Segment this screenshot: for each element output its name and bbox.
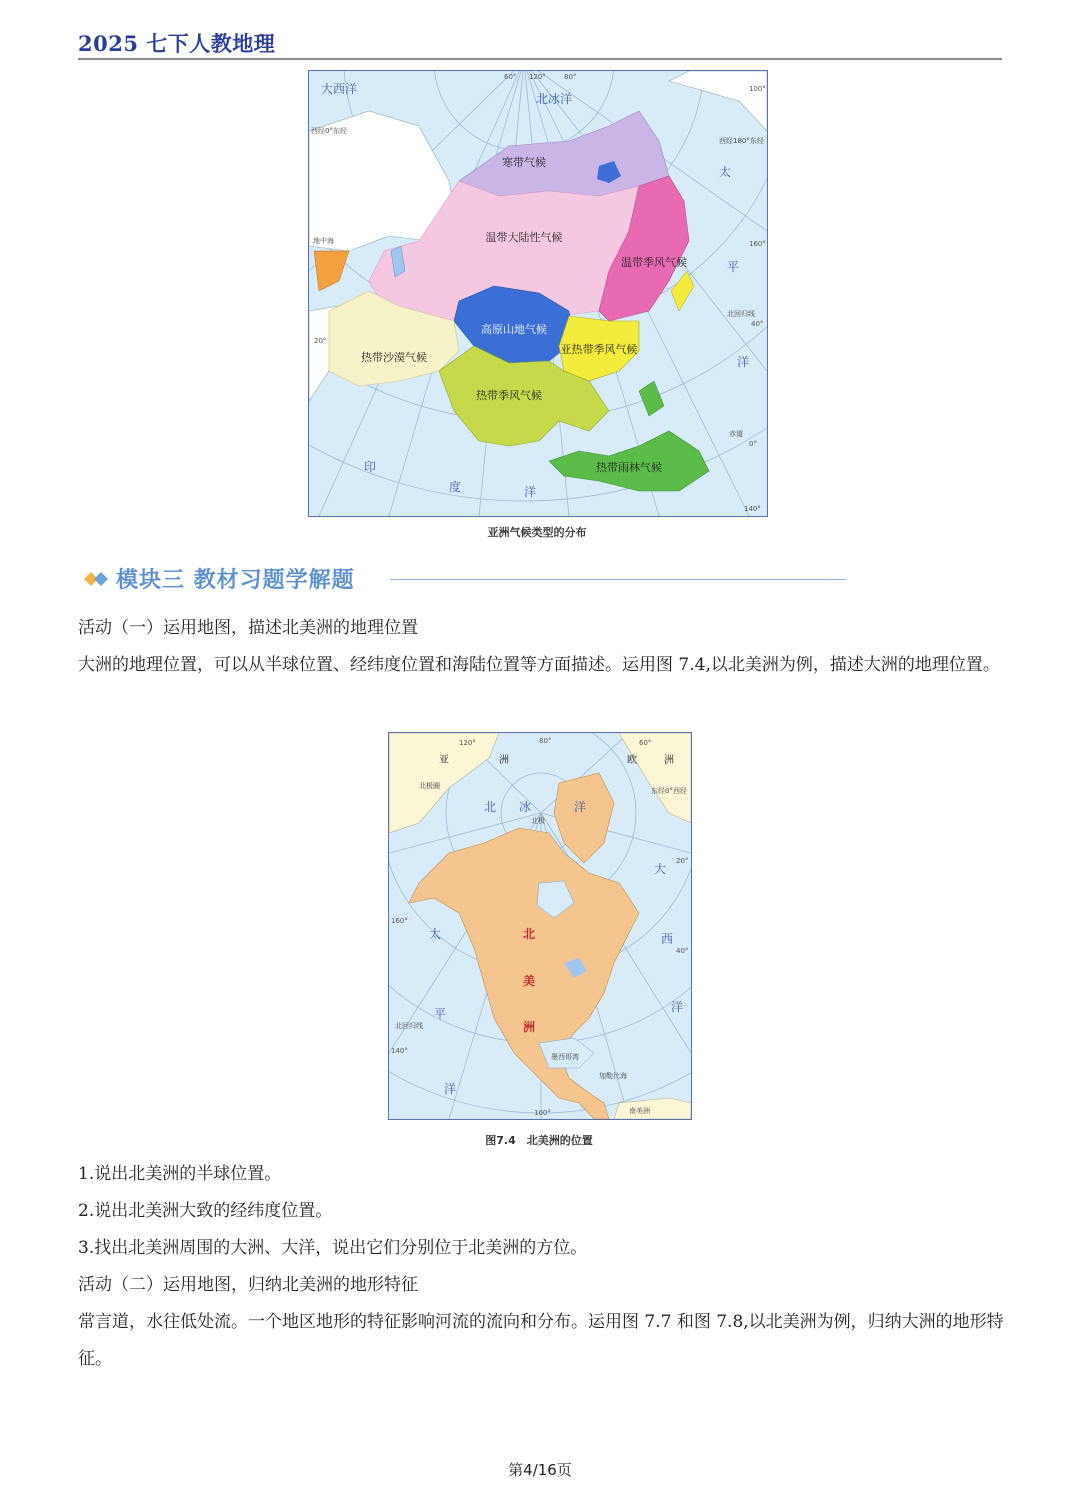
label-arctic-circle: 北极圈: [419, 782, 440, 790]
na-deg-160: 160°: [391, 917, 408, 925]
label-tropical-monsoon: 热带季风气候: [476, 389, 542, 402]
label-asia-1: 亚: [439, 755, 449, 766]
label-pacific-2: 平: [727, 260, 740, 274]
label-gulf-mexico: 墨西哥湾: [551, 1053, 579, 1061]
deg-140: 140°: [744, 505, 761, 513]
module-heading: [82, 562, 772, 598]
label-temperate-continental: 温带大陆性气候: [485, 231, 563, 244]
label-indian-2: 度: [449, 480, 462, 494]
label-tropic: 北回归线: [727, 310, 755, 318]
label-na-2: 美: [522, 974, 536, 988]
na-deg-60: 60°: [639, 739, 652, 747]
north-america-map: [388, 732, 692, 1120]
label-meridian-180: 西经180°东经: [719, 137, 764, 145]
label-caribbean: 加勒比海: [599, 1072, 627, 1080]
label-meridian: 东经0°西经: [651, 787, 687, 795]
module-rule: [390, 579, 846, 580]
label-indian-3: 洋: [524, 485, 537, 499]
label-equator: 赤道: [729, 430, 743, 438]
na-deg-100: 100°: [534, 1109, 551, 1117]
label-mediterranean: 地中海: [313, 237, 334, 245]
label-arctic-1: 北: [484, 800, 497, 814]
label-pacific-3: 洋: [444, 1082, 457, 1096]
question-1: 1.说出北美洲的半球位置。: [78, 1164, 282, 1184]
na-map-svg: [389, 733, 691, 1119]
asia-climate-map: [308, 70, 768, 517]
label-plateau: 高原山地气候: [481, 323, 547, 336]
asia-map-svg: [309, 71, 767, 516]
deg-80: 80°: [564, 73, 577, 81]
label-atlantic: 大西洋: [320, 82, 358, 96]
label-south-america: 南美洲: [629, 1107, 650, 1115]
na-deg-140: 140°: [391, 1047, 408, 1055]
label-pacific-3: 洋: [737, 355, 750, 369]
activity2-heading: 活动（二）运用地图，归纳北美洲的地形特征: [78, 1275, 418, 1295]
module-title: 模块三 教材习题学解题: [116, 568, 355, 593]
polar-climate-zone: [459, 111, 669, 196]
label-arctic: 北冰洋: [535, 92, 573, 106]
page-header: [78, 26, 1002, 60]
question-2: 2.说出北美洲大致的经纬度位置。: [78, 1201, 333, 1221]
label-asia-2: 洲: [499, 755, 509, 766]
label-atlantic-3: 洋: [671, 1000, 684, 1014]
na-deg-120-top: 120°: [459, 739, 476, 747]
label-arctic-2: 冰: [519, 800, 532, 814]
label-subtropical-monsoon: 亚热带季风气候: [560, 343, 638, 356]
label-na-1: 北: [522, 927, 536, 941]
na-deg-80: 80°: [539, 737, 552, 745]
page-number: 第4/16页: [508, 1461, 572, 1479]
question-3: 3.找出北美洲周围的大洲、大洋，说出它们分别位于北美洲的方位。: [78, 1238, 588, 1258]
deg-120: 120°: [529, 73, 546, 81]
label-europe-1: 欧: [627, 755, 637, 766]
label-atlantic-1: 大: [654, 862, 667, 876]
label-tropical-rainforest: 热带雨林气候: [596, 461, 662, 474]
deg-0: 0°: [749, 440, 757, 448]
activity1-text: 大洲的地理位置，可以从半球位置、经纬度位置和海陆位置等方面描述。运用图 7.4,以北美洲为例，描述大洲的地理位置。: [78, 655, 1000, 675]
deg-20: 20°: [314, 337, 327, 345]
label-pacific-1: 太: [429, 927, 442, 941]
label-indian-1: 印: [364, 460, 377, 474]
asia-map-caption: 亚洲气候类型的分布: [487, 526, 587, 539]
label-polar: 寒带气候: [502, 156, 546, 169]
deg-40: 40°: [751, 320, 764, 328]
label-europe-2: 洲: [664, 755, 674, 766]
na-map-caption: 图7.4 北美洲的位置: [485, 1134, 593, 1147]
label-arctic-3: 洋: [574, 800, 587, 814]
label-temperate-monsoon: 温带季风气候: [621, 256, 687, 269]
label-tropical-desert: 热带沙漠气候: [361, 351, 427, 364]
deg-160: 160°: [749, 240, 766, 248]
label-north-pole: 北极: [531, 817, 545, 825]
na-deg-40: 40°: [676, 947, 689, 955]
activity1-heading: 活动（一）运用地图，描述北美洲的地理位置: [78, 618, 418, 638]
label-pacific-1: 太: [719, 165, 732, 179]
activity2-text: 常言道，水往低处流。一个地区地形的特征影响河流的流向和分布。运用图 7.7 和图 7.8,以北美洲为例，归纳大洲的地形特征。: [78, 1312, 1004, 1369]
label-tropic: 北回归线: [395, 1022, 423, 1030]
label-na-3: 洲: [522, 1020, 536, 1034]
label-pacific-2: 平: [434, 1007, 447, 1021]
label-meridian-0: 西经0°东经: [311, 127, 347, 135]
header-title: 2025 七下人教地理: [78, 31, 276, 56]
deg-60: 60°: [504, 73, 517, 81]
deg-100: 100°: [749, 85, 766, 93]
na-deg-20: 20°: [676, 857, 689, 865]
label-atlantic-2: 西: [661, 932, 674, 946]
double-diamond-icon: [82, 570, 110, 588]
